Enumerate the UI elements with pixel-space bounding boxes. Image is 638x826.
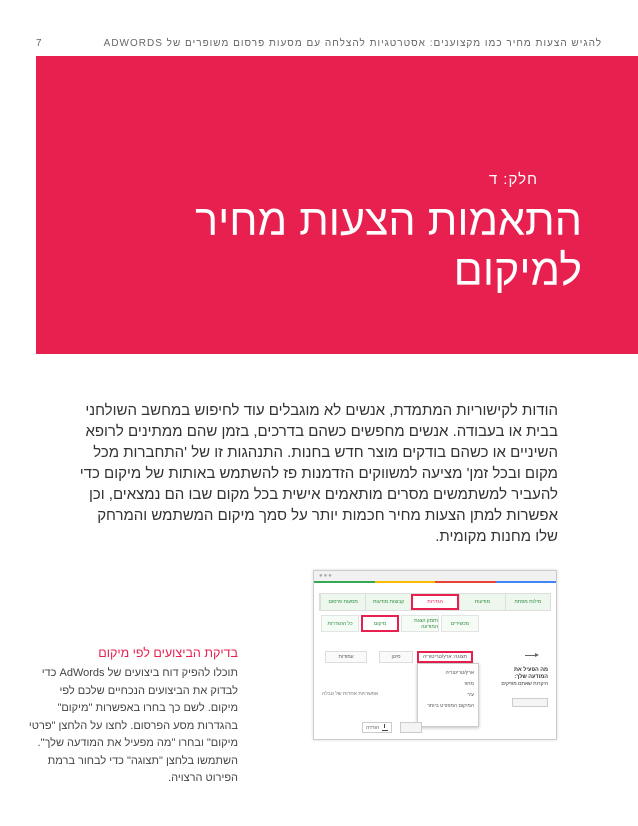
tab-ads: מודעות <box>459 594 504 610</box>
download-icon <box>382 725 388 731</box>
side-title: מה הפעיל את המודעה שלך: <box>514 667 548 680</box>
intro-paragraph: הודות לקישוריות המתמדת, אנשים לא מוגבלים עוד לחיפוש במחשב השולחני בבית או בעבודה. אנשים מחפשים כשהם בדרכים, בזמן שהם ממתינים לרופא השיניים או כשהם בודקים מוצר חדש בחנות. התנהגות זו של 'התחברות מכל מקום ובכל זמן' מציעה למשווקים הזדמנות פז להשתמש באותות של מיקום כדי להעביר למשתמשים מסרים מותאמים אישית בכל מקום שבו הם נמצאים, וכן אפשרות למתן הצעות מחיר חכמות יותר על סמך מיקום המשתמש והמרחק שלו מחנות מקומית. <box>79 402 558 545</box>
title-line-2: למיקום <box>453 247 582 295</box>
sub-tabs <box>319 615 551 632</box>
table-note: אפשרויות אחרות של טבלה <box>322 691 379 697</box>
brand-color-line <box>314 581 556 583</box>
tab-settings: הגדרות <box>411 594 459 610</box>
view-menu <box>417 663 479 727</box>
report-toolbar <box>319 651 551 663</box>
menu-item: מחוז <box>464 681 474 687</box>
title-line-1: התאמות הצעות מחיר <box>195 197 582 245</box>
page-number: 7 <box>36 38 43 49</box>
tab-keywords: מילות מפתח <box>505 594 550 610</box>
download-label: הורדה <box>366 724 379 731</box>
columns-button: עמודות <box>325 651 367 663</box>
window-dots-icon: ●●● <box>319 573 333 579</box>
side-panel <box>496 667 548 707</box>
running-title: להגיש הצעות מחיר כמו מקצוענים: אסטרטגיות להצלחה עם מסעות פרסום משופרים של ADWORDS <box>103 38 602 49</box>
menu-item: ארץ/טריטוריה <box>445 670 474 676</box>
arrow-icon <box>525 655 537 656</box>
tab-campaigns: מסעות פרסום <box>320 594 365 610</box>
browser-bar <box>314 571 556 581</box>
filter-button: סינון <box>379 651 413 663</box>
subtab-location: מיקום <box>361 615 399 632</box>
subtab-ad-schedule: תזמון הצגת המודעה <box>401 615 439 632</box>
caption-text: תוכלו להפיק דוח ביצועים של AdWords כדי לבדוק את הביצועים הנכחיים שלכם לפי מיקום. לשם כך בחרו באפשרות "מיקום" בהגדרות מסע הפרסום. לחצו על הלחצן "פרטי מיקום" ובחרו "מה מפעיל את המודעה שלך". השתמשו בלחצן "תצוגה" כדי לבחור ברמת הפירוט הרצויה. <box>28 667 238 784</box>
menu-item: עיר <box>467 692 474 698</box>
main-tabs <box>319 593 551 611</box>
side-button <box>512 698 548 707</box>
view-dropdown: תצוגה: ארץ/טריטוריה <box>417 651 473 663</box>
subtab-all-settings: כל ההגדרות <box>321 615 359 632</box>
download-button <box>362 722 392 733</box>
menu-item: המיקום המפורט ביותר <box>427 703 474 709</box>
running-header <box>36 38 602 52</box>
side-text: היקרות שאתם מפיקים <box>501 681 548 687</box>
hero-banner <box>36 56 638 354</box>
screenshot-caption <box>28 646 238 788</box>
subtab-devices: מכשירים <box>441 615 479 632</box>
grey-button <box>400 722 422 733</box>
adwords-screenshot <box>313 570 557 740</box>
section-part-label: חלק: ד <box>488 171 538 188</box>
page-title <box>195 196 582 296</box>
tab-ad-groups: קבוצות מודעות <box>365 594 410 610</box>
caption-heading: בדיקת הביצועים לפי מיקום <box>98 646 238 660</box>
